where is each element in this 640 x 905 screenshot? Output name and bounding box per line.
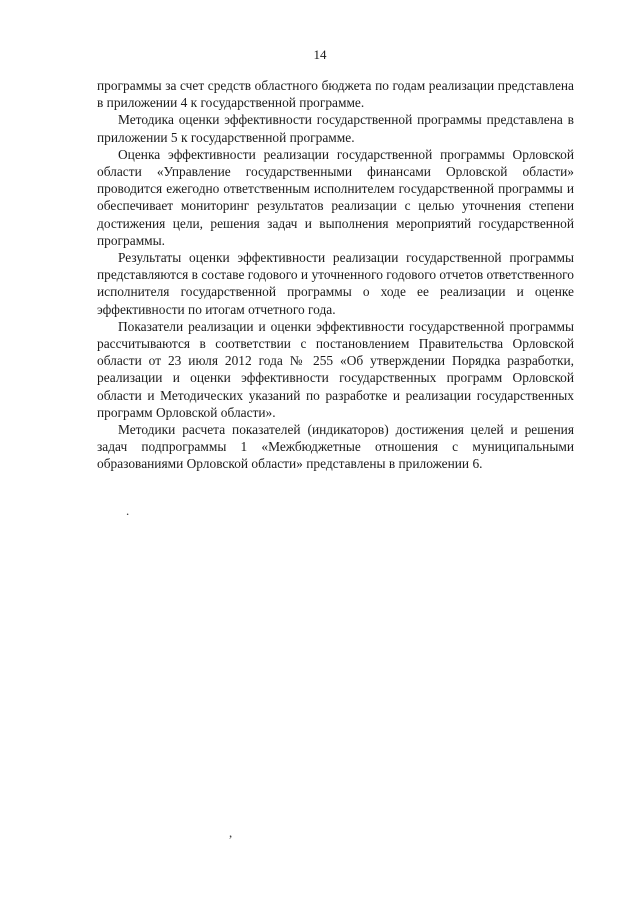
page-number: 14 (313, 47, 327, 62)
paragraph-funding: программы за счет средств областного бюджета по годам реализации представлена в приложении 4 к государственной программе. (97, 78, 574, 111)
paragraph-results: Результаты оценки эффективности реализации государственной программы представляются в составе годового и уточненного годового отчетов ответственного исполнителя государственной программы о ходе ее реализации и оценке эффективности по итогам отчетного года. (97, 250, 574, 317)
paragraph-evaluation: Оценка эффективности реализации государственной программы Орловской области «Управление государственными финансами Орловской области» проводится ежегодно ответственным исполнителем государственной программы и обеспечивает мониторинг результатов реализации с целью уточнения степени достижения цели, решения задач и выполнения мероприятий государственной программы. (97, 146, 574, 248)
stray-dot-mark: . (126, 503, 130, 518)
paragraph-calculation-methods: Методики расчета показателей (индикаторов) достижения целей и решения задач подпрограммы 1 «Межбюджетные отношения с муниципальными образованиями Орловской области» представлены в приложении 6. (97, 422, 574, 472)
stray-comma-mark: , (229, 825, 233, 840)
paragraph-indicators: Показатели реализации и оценки эффективности государственной программы рассчитываются в соответствии с постановлением Правительства Орловской области от 23 июля 2012 года № 255 «Об утверждении Порядка разработки, реализации и оценки эффективности государственных программ Орловской области и Методических указаний по разработке и реализации государственных программ Орловской области». (97, 318, 574, 420)
paragraph-methodology: Методика оценки эффективности государственной программы представлена в приложении 5 к государственной программе. (97, 112, 574, 145)
document-body (97, 77, 574, 473)
